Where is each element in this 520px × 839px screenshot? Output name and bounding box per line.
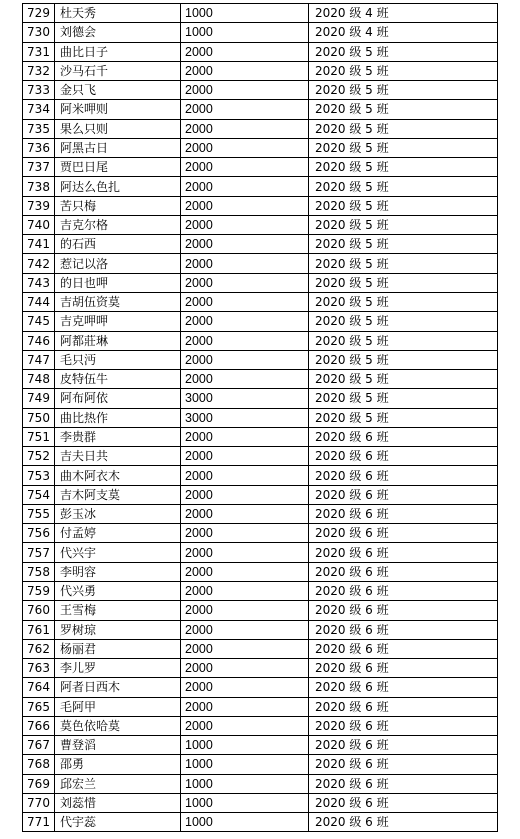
row-number-cell: 767 <box>23 736 55 755</box>
row-number-cell: 752 <box>23 447 55 466</box>
amount-cell: 2000 <box>181 292 309 311</box>
row-number-cell: 753 <box>23 466 55 485</box>
row-number-cell: 755 <box>23 504 55 523</box>
table-row <box>23 61 498 80</box>
table-row <box>23 235 498 254</box>
table-row <box>23 639 498 658</box>
amount-cell: 2000 <box>181 158 309 177</box>
row-number-cell: 759 <box>23 581 55 600</box>
amount-cell: 2000 <box>181 678 309 697</box>
amount-cell: 2000 <box>181 42 309 61</box>
row-number-cell: 768 <box>23 755 55 774</box>
row-number-cell: 748 <box>23 370 55 389</box>
class-name-cell: 2020 级 6 班 <box>309 716 498 735</box>
row-number-cell: 735 <box>23 119 55 138</box>
amount-cell: 2000 <box>181 61 309 80</box>
student-name-cell: 杨丽君 <box>55 639 181 658</box>
student-name-cell: 贾巴日尾 <box>55 158 181 177</box>
student-name-cell: 莫色依哈莫 <box>55 716 181 735</box>
amount-cell: 1000 <box>181 793 309 812</box>
amount-cell: 2000 <box>181 119 309 138</box>
table-row <box>23 581 498 600</box>
table-row <box>23 659 498 678</box>
class-name-cell: 2020 级 5 班 <box>309 177 498 196</box>
class-name-cell: 2020 级 6 班 <box>309 427 498 446</box>
student-name-cell: 阿黑古日 <box>55 138 181 157</box>
class-name-cell: 2020 级 6 班 <box>309 697 498 716</box>
student-name-cell: 金只飞 <box>55 81 181 100</box>
class-name-cell: 2020 级 5 班 <box>309 350 498 369</box>
class-name-cell: 2020 级 6 班 <box>309 562 498 581</box>
amount-cell: 3000 <box>181 389 309 408</box>
class-name-cell: 2020 级 6 班 <box>309 736 498 755</box>
row-number-cell: 729 <box>23 4 55 23</box>
student-name-cell: 代宇蕊 <box>55 813 181 832</box>
student-name-cell: 毛阿甲 <box>55 697 181 716</box>
row-number-cell: 756 <box>23 524 55 543</box>
table-row <box>23 562 498 581</box>
class-name-cell: 2020 级 5 班 <box>309 42 498 61</box>
amount-cell: 2000 <box>181 100 309 119</box>
table-row <box>23 543 498 562</box>
class-name-cell: 2020 级 5 班 <box>309 235 498 254</box>
row-number-cell: 733 <box>23 81 55 100</box>
student-name-cell: 曲木阿衣木 <box>55 466 181 485</box>
class-name-cell: 2020 级 5 班 <box>309 331 498 350</box>
table-row <box>23 389 498 408</box>
row-number-cell: 764 <box>23 678 55 697</box>
table-row <box>23 774 498 793</box>
row-number-cell: 762 <box>23 639 55 658</box>
table-row <box>23 254 498 273</box>
student-name-cell: 曲比热作 <box>55 408 181 427</box>
amount-cell: 1000 <box>181 755 309 774</box>
class-name-cell: 2020 级 5 班 <box>309 158 498 177</box>
student-name-cell: 皮特伍牛 <box>55 370 181 389</box>
amount-cell: 1000 <box>181 813 309 832</box>
row-number-cell: 769 <box>23 774 55 793</box>
table-row <box>23 350 498 369</box>
row-number-cell: 744 <box>23 292 55 311</box>
class-name-cell: 2020 级 6 班 <box>309 485 498 504</box>
amount-cell: 2000 <box>181 485 309 504</box>
amount-cell: 2000 <box>181 697 309 716</box>
student-funding-table <box>22 3 498 832</box>
table-row <box>23 408 498 427</box>
row-number-cell: 737 <box>23 158 55 177</box>
row-number-cell: 754 <box>23 485 55 504</box>
amount-cell: 2000 <box>181 716 309 735</box>
class-name-cell: 2020 级 6 班 <box>309 639 498 658</box>
student-name-cell: 王雪梅 <box>55 601 181 620</box>
student-name-cell: 杜天秀 <box>55 4 181 23</box>
student-name-cell: 李明容 <box>55 562 181 581</box>
class-name-cell: 2020 级 6 班 <box>309 447 498 466</box>
row-number-cell: 736 <box>23 138 55 157</box>
amount-cell: 2000 <box>181 447 309 466</box>
table-row <box>23 4 498 23</box>
class-name-cell: 2020 级 6 班 <box>309 678 498 697</box>
amount-cell: 2000 <box>181 524 309 543</box>
class-name-cell: 2020 级 5 班 <box>309 61 498 80</box>
table-row <box>23 813 498 832</box>
table-row <box>23 138 498 157</box>
student-name-cell: 惹记以洛 <box>55 254 181 273</box>
class-name-cell: 2020 级 6 班 <box>309 793 498 812</box>
row-number-cell: 765 <box>23 697 55 716</box>
class-name-cell: 2020 级 5 班 <box>309 215 498 234</box>
class-name-cell: 2020 级 5 班 <box>309 196 498 215</box>
student-name-cell: 刘德会 <box>55 23 181 42</box>
student-name-cell: 苦只梅 <box>55 196 181 215</box>
student-name-cell: 毛只沔 <box>55 350 181 369</box>
student-name-cell: 代兴勇 <box>55 581 181 600</box>
student-name-cell: 彭玉冰 <box>55 504 181 523</box>
student-name-cell: 阿米呷则 <box>55 100 181 119</box>
class-name-cell: 2020 级 5 班 <box>309 389 498 408</box>
class-name-cell: 2020 级 5 班 <box>309 273 498 292</box>
row-number-cell: 749 <box>23 389 55 408</box>
class-name-cell: 2020 级 6 班 <box>309 620 498 639</box>
row-number-cell: 746 <box>23 331 55 350</box>
table-row <box>23 331 498 350</box>
row-number-cell: 743 <box>23 273 55 292</box>
table-row <box>23 485 498 504</box>
student-name-cell: 代兴宇 <box>55 543 181 562</box>
student-name-cell: 李儿罗 <box>55 659 181 678</box>
amount-cell: 2000 <box>181 331 309 350</box>
row-number-cell: 750 <box>23 408 55 427</box>
table-row <box>23 466 498 485</box>
table-row <box>23 100 498 119</box>
class-name-cell: 2020 级 5 班 <box>309 292 498 311</box>
amount-cell: 2000 <box>181 543 309 562</box>
class-name-cell: 2020 级 5 班 <box>309 254 498 273</box>
student-name-cell: 的日也呷 <box>55 273 181 292</box>
student-name-cell: 曲比日子 <box>55 42 181 61</box>
row-number-cell: 747 <box>23 350 55 369</box>
class-name-cell: 2020 级 5 班 <box>309 312 498 331</box>
amount-cell: 2000 <box>181 562 309 581</box>
student-name-cell: 刘蕊惜 <box>55 793 181 812</box>
row-number-cell: 758 <box>23 562 55 581</box>
table-row <box>23 215 498 234</box>
row-number-cell: 766 <box>23 716 55 735</box>
class-name-cell: 2020 级 5 班 <box>309 138 498 157</box>
table-row <box>23 504 498 523</box>
table-row <box>23 793 498 812</box>
table-row <box>23 23 498 42</box>
table-row <box>23 273 498 292</box>
row-number-cell: 732 <box>23 61 55 80</box>
row-number-cell: 740 <box>23 215 55 234</box>
student-name-cell: 吉夫日共 <box>55 447 181 466</box>
table-row <box>23 81 498 100</box>
student-name-cell: 沙马石千 <box>55 61 181 80</box>
table-row <box>23 620 498 639</box>
class-name-cell: 2020 级 6 班 <box>309 755 498 774</box>
row-number-cell: 761 <box>23 620 55 639</box>
student-name-cell: 阿者日西木 <box>55 678 181 697</box>
class-name-cell: 2020 级 6 班 <box>309 659 498 678</box>
amount-cell: 2000 <box>181 273 309 292</box>
student-name-cell: 阿都莊琳 <box>55 331 181 350</box>
amount-cell: 2000 <box>181 581 309 600</box>
table-row <box>23 697 498 716</box>
class-name-cell: 2020 级 5 班 <box>309 408 498 427</box>
class-name-cell: 2020 级 5 班 <box>309 370 498 389</box>
amount-cell: 2000 <box>181 138 309 157</box>
row-number-cell: 730 <box>23 23 55 42</box>
table-row <box>23 119 498 138</box>
table-row <box>23 196 498 215</box>
table-row <box>23 716 498 735</box>
amount-cell: 2000 <box>181 370 309 389</box>
table-row <box>23 42 498 61</box>
class-name-cell: 2020 级 6 班 <box>309 466 498 485</box>
amount-cell: 2000 <box>181 215 309 234</box>
row-number-cell: 739 <box>23 196 55 215</box>
amount-cell: 2000 <box>181 350 309 369</box>
table-row <box>23 177 498 196</box>
amount-cell: 2000 <box>181 427 309 446</box>
table-row <box>23 678 498 697</box>
table-row <box>23 312 498 331</box>
amount-cell: 2000 <box>181 466 309 485</box>
table-row <box>23 755 498 774</box>
student-name-cell: 果么只则 <box>55 119 181 138</box>
row-number-cell: 763 <box>23 659 55 678</box>
class-name-cell: 2020 级 6 班 <box>309 524 498 543</box>
table-row <box>23 292 498 311</box>
class-name-cell: 2020 级 6 班 <box>309 813 498 832</box>
class-name-cell: 2020 级 6 班 <box>309 504 498 523</box>
table-row <box>23 427 498 446</box>
student-name-cell: 阿达么色扎 <box>55 177 181 196</box>
row-number-cell: 731 <box>23 42 55 61</box>
student-name-cell: 吉克尔格 <box>55 215 181 234</box>
amount-cell: 2000 <box>181 312 309 331</box>
student-name-cell: 李贵群 <box>55 427 181 446</box>
student-name-cell: 罗树琼 <box>55 620 181 639</box>
row-number-cell: 751 <box>23 427 55 446</box>
student-name-cell: 付孟婷 <box>55 524 181 543</box>
amount-cell: 1000 <box>181 774 309 793</box>
amount-cell: 1000 <box>181 736 309 755</box>
class-name-cell: 2020 级 5 班 <box>309 81 498 100</box>
amount-cell: 3000 <box>181 408 309 427</box>
student-name-cell: 的石西 <box>55 235 181 254</box>
class-name-cell: 2020 级 5 班 <box>309 119 498 138</box>
student-name-cell: 吉胡伍资莫 <box>55 292 181 311</box>
amount-cell: 2000 <box>181 254 309 273</box>
table-row <box>23 370 498 389</box>
class-name-cell: 2020 级 6 班 <box>309 543 498 562</box>
class-name-cell: 2020 级 6 班 <box>309 774 498 793</box>
row-number-cell: 734 <box>23 100 55 119</box>
class-name-cell: 2020 级 6 班 <box>309 581 498 600</box>
amount-cell: 2000 <box>181 504 309 523</box>
student-name-cell: 吉木阿支莫 <box>55 485 181 504</box>
amount-cell: 1000 <box>181 4 309 23</box>
row-number-cell: 738 <box>23 177 55 196</box>
table-row <box>23 447 498 466</box>
table-row <box>23 736 498 755</box>
amount-cell: 2000 <box>181 639 309 658</box>
table-row <box>23 158 498 177</box>
amount-cell: 2000 <box>181 620 309 639</box>
student-name-cell: 邱宏兰 <box>55 774 181 793</box>
row-number-cell: 770 <box>23 793 55 812</box>
class-name-cell: 2020 级 4 班 <box>309 23 498 42</box>
amount-cell: 2000 <box>181 659 309 678</box>
table-row <box>23 524 498 543</box>
class-name-cell: 2020 级 4 班 <box>309 4 498 23</box>
row-number-cell: 745 <box>23 312 55 331</box>
student-name-cell: 曹登滔 <box>55 736 181 755</box>
amount-cell: 2000 <box>181 601 309 620</box>
amount-cell: 2000 <box>181 196 309 215</box>
amount-cell: 2000 <box>181 177 309 196</box>
row-number-cell: 757 <box>23 543 55 562</box>
row-number-cell: 771 <box>23 813 55 832</box>
row-number-cell: 741 <box>23 235 55 254</box>
row-number-cell: 760 <box>23 601 55 620</box>
amount-cell: 2000 <box>181 81 309 100</box>
row-number-cell: 742 <box>23 254 55 273</box>
student-name-cell: 吉克呷呷 <box>55 312 181 331</box>
table-row <box>23 601 498 620</box>
class-name-cell: 2020 级 6 班 <box>309 601 498 620</box>
student-name-cell: 邵勇 <box>55 755 181 774</box>
student-name-cell: 阿布阿依 <box>55 389 181 408</box>
amount-cell: 2000 <box>181 235 309 254</box>
class-name-cell: 2020 级 5 班 <box>309 100 498 119</box>
amount-cell: 1000 <box>181 23 309 42</box>
table-body <box>23 4 498 832</box>
